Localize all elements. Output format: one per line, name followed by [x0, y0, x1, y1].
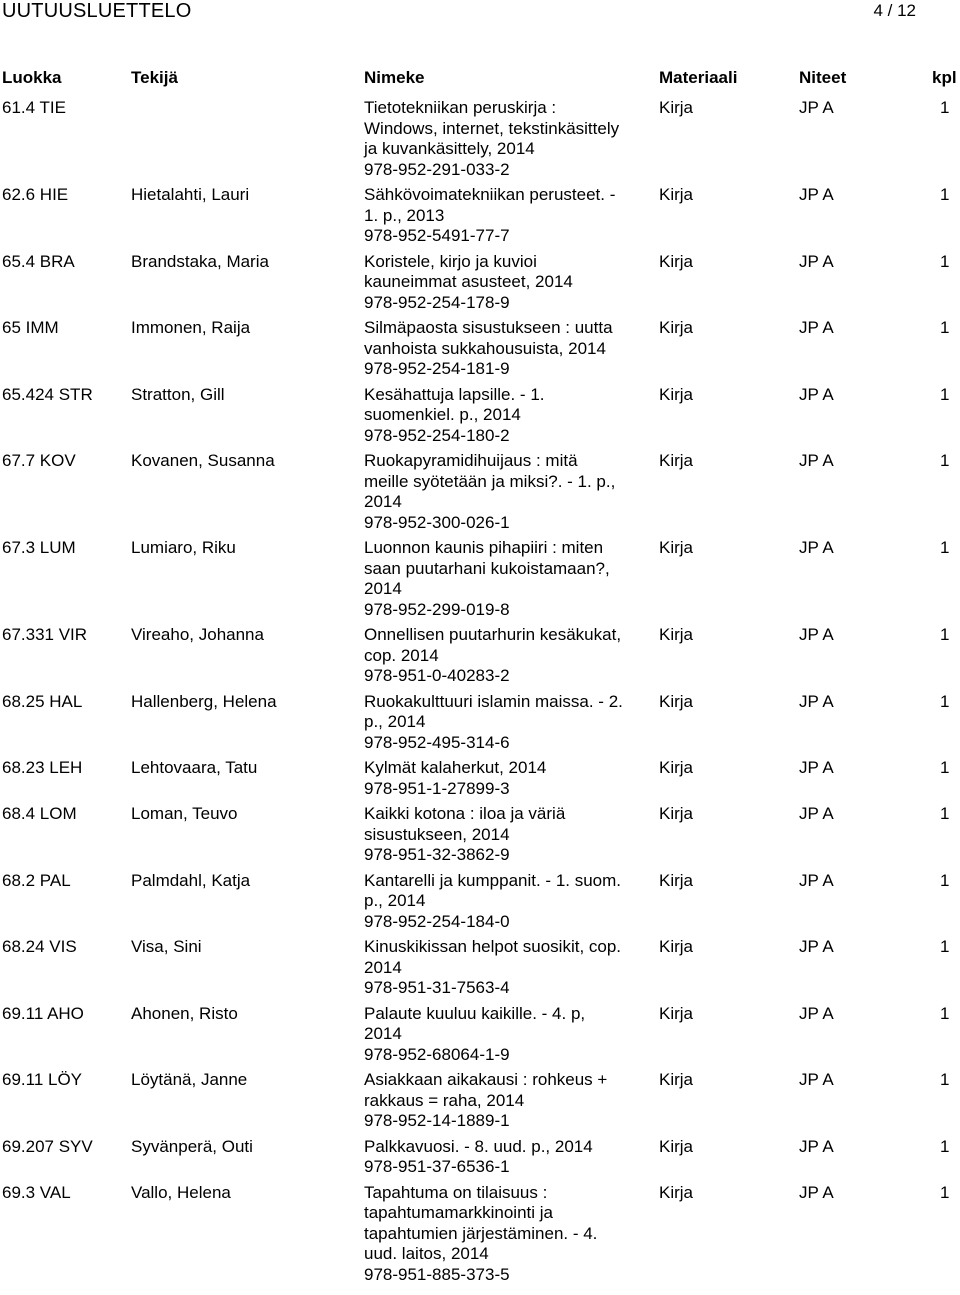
row-title — [364, 1004, 650, 1066]
row-title-line: Ruokapyramidihuijaus : mitä — [364, 451, 578, 470]
row-copies-location: JP A — [799, 625, 834, 644]
row-author: Stratton, Gill — [131, 384, 225, 404]
row-title-line: Tapahtuma on tilaisuus : — [364, 1182, 548, 1202]
row-class-code: 68.4 LOM — [2, 804, 77, 823]
row-title — [364, 385, 650, 447]
table-row — [0, 318, 960, 380]
row-title-line: Silmäpaosta sisustukseen : uutta — [364, 318, 613, 337]
row-title — [364, 1183, 650, 1286]
row-author: Lehtovaara, Tatu — [131, 758, 258, 777]
row-class-code: 69.11 AHO — [2, 1003, 84, 1023]
row-copies-location: JP A — [799, 804, 834, 823]
column-header-materiaali: Materiaali — [659, 68, 738, 87]
row-title — [364, 252, 650, 314]
row-count: 1 — [940, 538, 950, 557]
row-title-line: Kaikki kotona : iloa ja väriä — [364, 804, 566, 823]
row-isbn: 978-951-885-373-5 — [364, 1264, 510, 1284]
row-title — [364, 625, 650, 687]
row-author: Loman, Teuvo — [131, 804, 238, 823]
row-author: Löytänä, Janne — [131, 1070, 248, 1089]
table-row — [0, 185, 960, 247]
row-count: 1 — [940, 98, 950, 117]
row-copies-location: JP A — [799, 1136, 834, 1156]
row-material: Kirja — [659, 251, 694, 271]
row-copies-location: JP A — [799, 538, 834, 557]
row-title-line: Koristele, kirjo ja kuvioi — [364, 251, 537, 271]
table-row — [0, 758, 960, 799]
row-copies-location: JP A — [799, 870, 834, 890]
row-isbn: 978-952-300-026-1 — [364, 512, 510, 532]
row-count: 1 — [940, 1003, 950, 1023]
row-isbn: 978-951-31-7563-4 — [364, 978, 510, 997]
row-isbn: 978-952-5491-77-7 — [364, 226, 510, 245]
row-copies-location: JP A — [799, 384, 834, 404]
row-title — [364, 451, 650, 533]
row-isbn: 978-952-299-019-8 — [364, 599, 510, 619]
table-row — [0, 692, 960, 754]
row-title — [364, 538, 650, 620]
row-count: 1 — [940, 691, 950, 711]
row-material: Kirja — [659, 691, 694, 711]
row-count: 1 — [940, 384, 950, 404]
row-title-line: cop. 2014 — [364, 645, 439, 665]
row-author: Kovanen, Susanna — [131, 451, 275, 470]
row-title — [364, 937, 650, 999]
row-class-code: 68.25 HAL — [2, 691, 83, 711]
row-class-code: 69.207 SYV — [2, 1136, 93, 1156]
row-title-line: Tietotekniikan peruskirja : — [364, 98, 557, 117]
row-title-line: Palaute kuuluu kaikille. - 4. p, — [364, 1003, 586, 1023]
row-author: Vireaho, Johanna — [131, 625, 264, 644]
row-title-line: suomenkiel. p., 2014 — [364, 405, 521, 424]
row-copies-location: JP A — [799, 1070, 834, 1089]
row-material: Kirja — [659, 758, 694, 777]
row-class-code: 69.3 VAL — [2, 1182, 71, 1202]
table-row — [0, 625, 960, 687]
row-author: Lumiaro, Riku — [131, 538, 236, 557]
table-row — [0, 1183, 960, 1286]
column-header-niteet: Niteet — [799, 68, 847, 87]
row-copies-location: JP A — [799, 318, 834, 337]
table-row — [0, 98, 960, 180]
table-row — [0, 1004, 960, 1066]
column-header-luokka: Luokka — [2, 68, 62, 87]
row-copies-location: JP A — [799, 251, 834, 271]
row-title-line: Onnellisen puutarhurin kesäkukat, — [364, 625, 622, 644]
row-copies-location: JP A — [799, 1182, 834, 1202]
table-row — [0, 937, 960, 999]
table-row — [0, 385, 960, 447]
row-count: 1 — [940, 758, 950, 777]
row-author: Hallenberg, Helena — [131, 691, 277, 711]
row-author: Hietalahti, Lauri — [131, 185, 250, 204]
table-row — [0, 252, 960, 314]
row-isbn: 978-952-68064-1-9 — [364, 1044, 510, 1064]
row-material: Kirja — [659, 1182, 694, 1202]
row-material: Kirja — [659, 1003, 694, 1023]
row-material: Kirja — [659, 538, 694, 557]
row-author: Ahonen, Risto — [131, 1003, 238, 1023]
row-class-code: 65.424 STR — [2, 384, 93, 404]
row-isbn: 978-952-14-1889-1 — [364, 1111, 510, 1130]
row-class-code: 68.24 VIS — [2, 937, 77, 956]
row-author: Syvänperä, Outi — [131, 1136, 253, 1156]
row-title — [364, 1137, 650, 1178]
row-count: 1 — [940, 451, 950, 470]
row-title-line: Kesähattuja lapsille. - 1. — [364, 384, 545, 404]
row-title — [364, 98, 650, 180]
row-class-code: 62.6 HIE — [2, 185, 69, 204]
row-copies-location: JP A — [799, 185, 834, 204]
row-isbn: 978-952-254-181-9 — [364, 359, 510, 378]
row-count: 1 — [940, 870, 950, 890]
row-title-line: Asiakkaan aikakausi : rohkeus + — [364, 1070, 608, 1089]
row-author: Vallo, Helena — [131, 1182, 231, 1202]
row-count: 1 — [940, 251, 950, 271]
table-row — [0, 1070, 960, 1132]
row-isbn: 978-952-254-178-9 — [364, 292, 510, 312]
table-row — [0, 871, 960, 933]
row-copies-location: JP A — [799, 691, 834, 711]
row-title-line: Luonnon kaunis pihapiiri : miten — [364, 538, 604, 557]
column-header-kpl: kpl — [932, 68, 957, 87]
row-material: Kirja — [659, 384, 694, 404]
row-material: Kirja — [659, 804, 694, 823]
row-class-code: 67.3 LUM — [2, 538, 76, 557]
row-class-code: 68.23 LEH — [2, 758, 83, 777]
row-count: 1 — [940, 185, 950, 204]
row-material: Kirja — [659, 870, 694, 890]
row-class-code: 65.4 BRA — [2, 251, 75, 271]
row-material: Kirja — [659, 1070, 694, 1089]
row-copies-location: JP A — [799, 98, 834, 117]
row-title-line: rakkaus = raha, 2014 — [364, 1090, 525, 1110]
row-title — [364, 185, 650, 247]
row-title — [364, 871, 650, 933]
row-title-line: 2014 — [364, 579, 402, 598]
row-title-line: Windows, internet, tekstinkäsittely — [364, 118, 620, 138]
row-title-line: 2014 — [364, 492, 402, 511]
row-title-line: 2014 — [364, 957, 402, 977]
row-author: Visa, Sini — [131, 937, 202, 956]
row-class-code: 67.331 VIR — [2, 625, 88, 644]
row-material: Kirja — [659, 451, 694, 470]
table-row — [0, 538, 960, 620]
row-isbn: 978-951-32-3862-9 — [364, 845, 510, 864]
row-title-line: Ruokakulttuuri islamin maissa. - 2. — [364, 691, 623, 711]
row-count: 1 — [940, 804, 950, 823]
row-isbn: 978-951-0-40283-2 — [364, 666, 510, 685]
row-material: Kirja — [659, 937, 694, 956]
row-author: Brandstaka, Maria — [131, 251, 269, 271]
row-copies-location: JP A — [799, 1003, 834, 1023]
row-title-line: Palkkavuosi. - 8. uud. p., 2014 — [364, 1136, 593, 1156]
row-title-line: Sähkövoimatekniikan perusteet. - — [364, 185, 616, 204]
catalog-list — [0, 98, 960, 1290]
row-title-line: kauneimmat asusteet, 2014 — [364, 272, 573, 291]
row-title — [364, 692, 650, 754]
row-class-code: 69.11 LÖY — [2, 1070, 83, 1089]
table-row — [0, 1137, 960, 1178]
row-title-line: p., 2014 — [364, 712, 426, 731]
row-count: 1 — [940, 318, 950, 337]
row-material: Kirja — [659, 1136, 694, 1156]
row-material: Kirja — [659, 625, 694, 644]
row-isbn: 978-952-291-033-2 — [364, 159, 510, 179]
row-title-line: p., 2014 — [364, 891, 426, 910]
row-author: Immonen, Raija — [131, 318, 251, 337]
row-material: Kirja — [659, 318, 694, 337]
row-title-line: uud. laitos, 2014 — [364, 1244, 489, 1263]
row-class-code: 67.7 KOV — [2, 451, 76, 470]
row-title-line: Kantarelli ja kumppanit. - 1. suom. — [364, 870, 622, 890]
row-class-code: 68.2 PAL — [2, 870, 71, 890]
row-title — [364, 1070, 650, 1132]
row-material: Kirja — [659, 185, 694, 204]
row-count: 1 — [940, 937, 950, 956]
column-header-nimeke: Nimeke — [364, 68, 425, 87]
row-isbn: 978-952-254-184-0 — [364, 911, 510, 931]
row-title-line: 2014 — [364, 1024, 402, 1043]
row-class-code: 61.4 TIE — [2, 98, 66, 117]
row-class-code: 65 IMM — [2, 318, 59, 337]
row-isbn: 978-952-254-180-2 — [364, 425, 510, 445]
row-isbn: 978-951-1-27899-3 — [364, 778, 510, 798]
row-title — [364, 804, 650, 866]
row-isbn: 978-951-37-6536-1 — [364, 1157, 510, 1176]
row-title — [364, 318, 650, 380]
row-count: 1 — [940, 1136, 950, 1156]
row-copies-location: JP A — [799, 451, 834, 470]
row-count: 1 — [940, 625, 950, 644]
row-isbn: 978-952-495-314-6 — [364, 732, 510, 752]
table-row — [0, 451, 960, 533]
row-material: Kirja — [659, 98, 694, 117]
page-title: UUTUUSLUETTELO — [2, 0, 192, 22]
row-title-line: saan puutarhani kukoistamaan?, — [364, 558, 610, 578]
row-title-line: meille syötetään ja miksi?. - 1. p., — [364, 471, 616, 491]
column-header-tekija: Tekijä — [131, 68, 178, 87]
table-row — [0, 804, 960, 866]
row-title-line: 1. p., 2013 — [364, 205, 445, 225]
row-title-line: Kylmät kalaherkut, 2014 — [364, 758, 547, 777]
row-copies-location: JP A — [799, 937, 834, 956]
page-number: 4 / 12 — [873, 1, 916, 20]
table-header — [0, 67, 960, 89]
row-title — [364, 758, 650, 799]
row-title-line: ja kuvankäsittely, 2014 — [364, 139, 535, 158]
row-title-line: sisustukseen, 2014 — [364, 824, 510, 844]
row-count: 1 — [940, 1182, 950, 1202]
row-copies-location: JP A — [799, 758, 834, 777]
row-title-line: Kinuskikissan helpot suosikit, cop. — [364, 937, 622, 956]
row-title-line: tapahtumamarkkinointi ja — [364, 1203, 553, 1222]
row-title-line: tapahtumien järjestäminen. - 4. — [364, 1223, 598, 1243]
row-author: Palmdahl, Katja — [131, 870, 251, 890]
row-title-line: vanhoista sukkahousuista, 2014 — [364, 338, 606, 358]
row-count: 1 — [940, 1070, 950, 1089]
